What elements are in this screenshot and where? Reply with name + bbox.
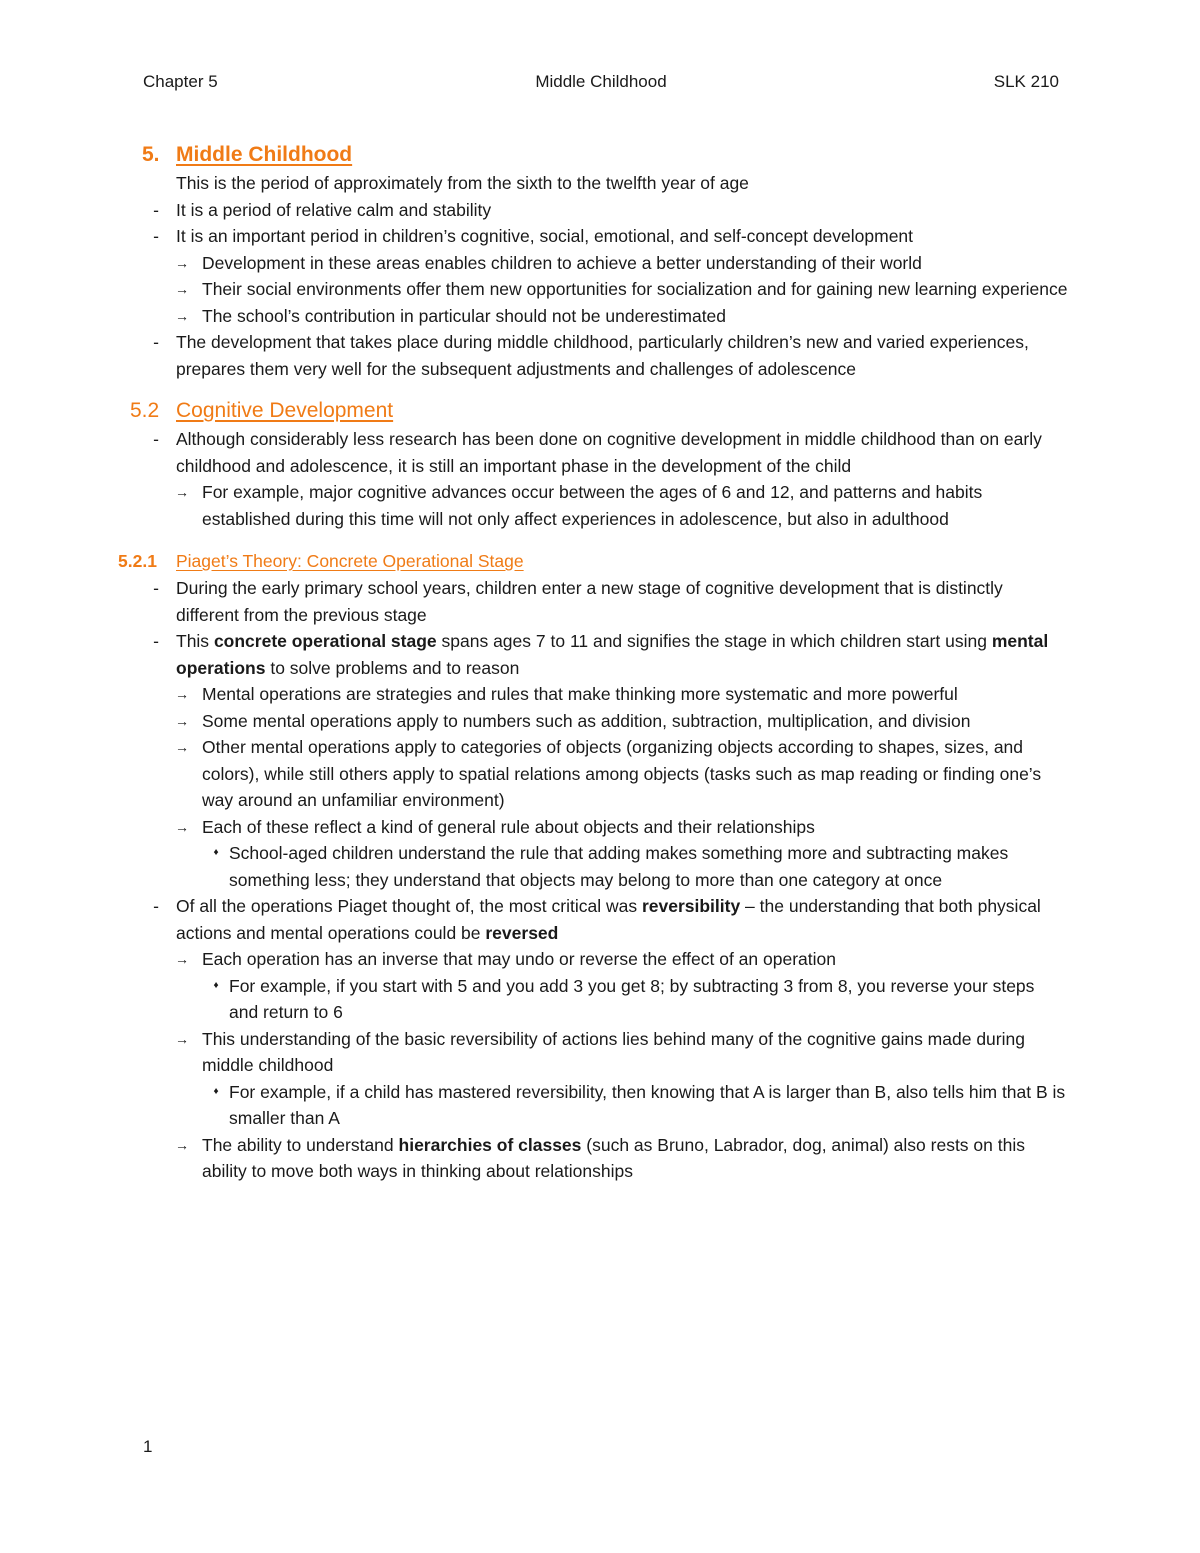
list-item: ♦ School-aged children understand the rule that adding makes something more and subtracting makes something less; they understand that objects may belong to more than one category at once	[118, 840, 1068, 893]
bold-term: mental operations	[176, 631, 1049, 678]
arrow-bullet-icon: →	[175, 951, 189, 967]
dash-bullet-icon: -	[153, 578, 159, 598]
arrow-bullet-icon: →	[175, 712, 189, 729]
bold-term: hierarchies of classes	[398, 1134, 582, 1155]
list-item: - Of all the operations Piaget thought of, the most critical was reversibility – the understanding that both physical actions and mental operations could be reversed	[118, 893, 1068, 946]
dash-bullet-icon: -	[153, 429, 159, 449]
diamond-bullet-icon: ♦	[213, 979, 219, 991]
arrow-bullet-icon: →	[175, 484, 189, 500]
section-number: 5.	[142, 143, 160, 166]
arrow-bullet-icon: →	[175, 281, 189, 297]
arrow-bullet-icon: →	[175, 1030, 189, 1047]
dash-bullet-icon: -	[153, 896, 159, 916]
list-item: ♦ For example, if you start with 5 and you add 3 you get 8; by subtracting 3 from 8, you reverse your steps and return to 6	[118, 973, 1068, 1026]
diamond-bullet-icon: ♦	[213, 1085, 219, 1097]
list-item: - The development that takes place during middle childhood, particularly children’s new and varied experiences, prepares them very well for the subsequent adjustments and challenges of adolescence	[118, 329, 1068, 382]
list-item: → Their social environments offer them new opportunities for socialization and for gaining new learning experience	[118, 276, 1068, 303]
section-heading-middle-childhood	[142, 142, 1068, 170]
dash-bullet-icon: -	[153, 332, 159, 352]
list-item: - Although considerably less research has been done on cognitive development in middle childhood than on early childhood and adolescence, it is still an important phase in the development of the child	[118, 426, 1068, 479]
bold-term: concrete operational stage	[213, 631, 437, 651]
list-item: → This understanding of the basic reversibility of actions lies behind many of the cognitive gains made during middle childhood	[118, 1026, 1068, 1079]
arrow-bullet-icon: →	[175, 686, 189, 702]
arrow-bullet-icon: →	[175, 818, 189, 835]
list-item: → The ability to understand hierarchies of classes (such as Bruno, Labrador, dog, animal) also rests on this ability to move both ways in thinking about relationships	[118, 1132, 1068, 1185]
dash-bullet-icon: -	[153, 226, 159, 246]
section-number: 5.2	[130, 399, 160, 422]
list-item: - It is an important period in children’s cognitive, social, emotional, and self-concept development	[118, 223, 1068, 250]
page-number: 1	[143, 1437, 153, 1456]
header-title: Middle Childhood	[535, 72, 667, 91]
page-header	[143, 72, 1059, 98]
list-item: → Each operation has an inverse that may undo or reverse the effect of an operation	[118, 946, 1068, 973]
arrow-bullet-icon: →	[175, 1136, 189, 1153]
list-item: → Each of these reflect a kind of general rule about objects and their relationships	[118, 814, 1068, 841]
section-number: 5.2.1	[118, 551, 157, 571]
list-item: → For example, major cognitive advances occur between the ages of 6 and 12, and patterns and habits established during this time will not only affect experiences in adolescence, but also in adulthood	[118, 479, 1068, 532]
section-heading-cognitive-development	[130, 398, 1068, 426]
list-item: ♦ For example, if a child has mastered reversibility, then knowing that A is larger than B, also tells him that B is smaller than A	[118, 1079, 1068, 1132]
arrow-bullet-icon: →	[175, 739, 189, 755]
dash-bullet-icon: -	[153, 199, 159, 220]
section-intro: This is the period of approximately from the sixth to the twelfth year of age	[176, 173, 749, 193]
list-item: → Development in these areas enables children to achieve a better understanding of their world	[118, 250, 1068, 277]
list-item: - During the early primary school years, children enter a new stage of cognitive development that is distinctly different from the previous stage	[118, 575, 1068, 628]
list-item: - This concrete operational stage spans ages 7 to 11 and signifies the stage in which children start using mental operations to solve problems and to reason	[118, 628, 1068, 681]
document-body	[118, 142, 1068, 1185]
section-title: Middle Childhood	[176, 143, 353, 166]
bold-term: reversibility	[641, 896, 741, 916]
section-heading-piaget-theory	[118, 548, 1068, 575]
bold-term: reversed	[485, 922, 559, 943]
header-chapter: Chapter 5	[143, 72, 218, 91]
list-item: → Mental operations are strategies and rules that make thinking more systematic and more powerful	[118, 681, 1068, 708]
arrow-bullet-icon: →	[175, 307, 189, 324]
diamond-bullet-icon: ♦	[213, 847, 219, 858]
list-item: → Some mental operations apply to numbers such as addition, subtraction, multiplication, and division	[118, 708, 1068, 735]
arrow-bullet-icon: →	[175, 254, 189, 271]
list-item: → Other mental operations apply to categories of objects (organizing objects according to shapes, sizes, and colors), while still others apply to spatial relations among objects (tasks such as map reading or finding one’s way around an unfamiliar environment)	[118, 734, 1068, 814]
dash-bullet-icon: -	[153, 631, 159, 651]
section-title: Piaget’s Theory: Concrete Operational Stage	[176, 551, 524, 571]
header-course-code: SLK 210	[993, 72, 1059, 91]
list-item: - It is a period of relative calm and stability	[118, 197, 1068, 224]
list-item: → The school’s contribution in particular should not be underestimated	[118, 303, 1068, 330]
section-title: Cognitive Development	[176, 399, 394, 422]
